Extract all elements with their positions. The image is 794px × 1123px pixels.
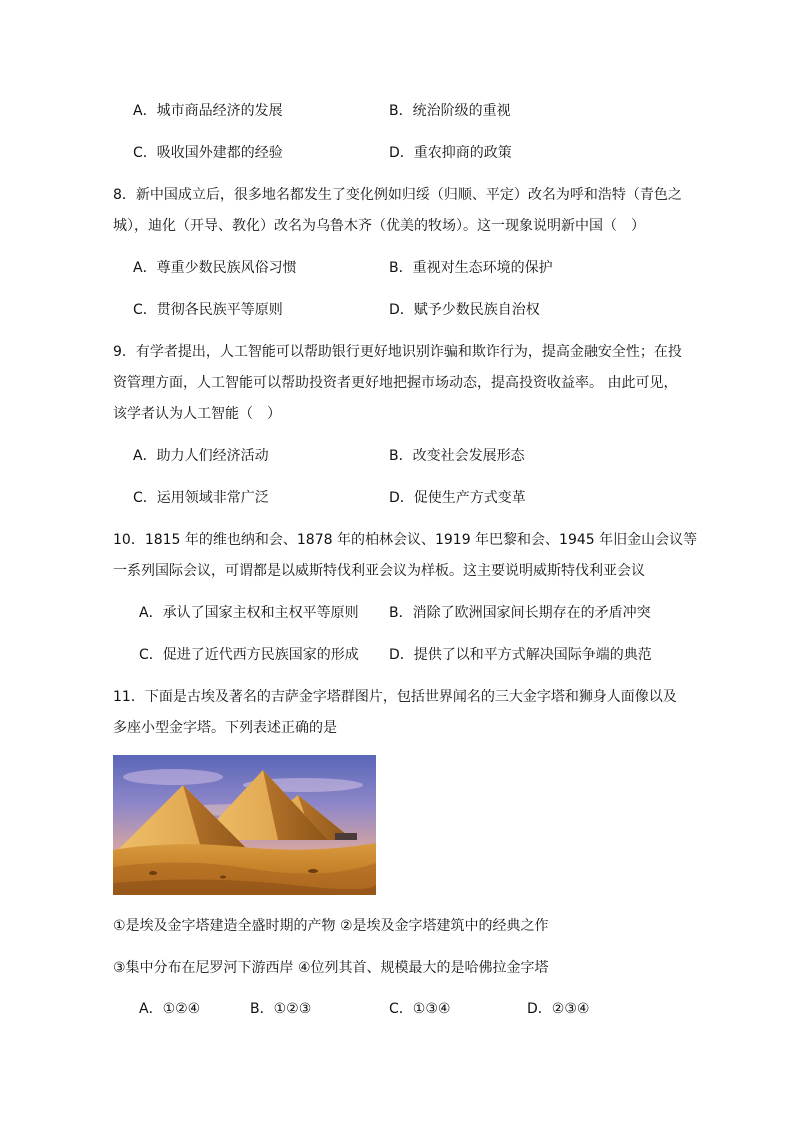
q8-option-a: A．尊重少数民族风俗习惯: [133, 260, 297, 276]
q10-option-d: D．提供了以和平方式解决国际争端的典范: [389, 647, 652, 663]
q10-stem-line-1: 10．1815 年的维也纳和会、1878 年的柏林会议、1919 年巴黎和会、1945 年旧金山会议等: [113, 532, 698, 548]
q11-option-c: C．①③④: [389, 1001, 451, 1017]
q10-option-c: C．促进了近代西方民族国家的形成: [139, 647, 359, 663]
q8-option-d: D．赋予少数民族自治权: [389, 302, 540, 318]
q10-stem-line-2: 一系列国际会议，可谓都是以威斯特伐利亚会议为样板。这主要说明威斯特伐利亚会议: [113, 563, 645, 579]
q8-option-c: C．贯彻各民族平等原则: [133, 302, 283, 318]
q9-stem-line-1: 9．有学者提出，人工智能可以帮助银行更好地识别诈骗和欺诈行为，提高金融安全性；在投: [113, 344, 682, 360]
q9-stem-line-2: 资管理方面，人工智能可以帮助投资者更好地把握市场动态，提高投资收益率。 由此可见，: [113, 375, 678, 391]
q11-option-d: D．②③④: [527, 1001, 590, 1017]
q11-statements-line-2: ③集中分布在尼罗河下游西岸 ④位列其首、规模最大的是哈佛拉金字塔: [113, 960, 549, 976]
q11-stem-line-1: 11．下面是古埃及著名的吉萨金字塔群图片，包括世界闻名的三大金字塔和狮身人面像以及: [113, 689, 677, 705]
q9-option-d: D．促使生产方式变革: [389, 490, 526, 506]
q7-option-c: C．吸收国外建都的经验: [133, 145, 283, 161]
q9-option-b: B．改变社会发展形态: [389, 448, 525, 464]
q11-option-a: A．①②④: [139, 1001, 201, 1017]
q11-stem-line-2: 多座小型金字塔。下列表述正确的是: [113, 720, 337, 736]
q9-option-c: C．运用领域非常广泛: [133, 490, 269, 506]
q11-statements-line-1: ①是埃及金字塔建造全盛时期的产物 ②是埃及金字塔建筑中的经典之作: [113, 918, 549, 934]
q7-option-b: B．统治阶级的重视: [389, 103, 511, 119]
pyramids-photo: [113, 755, 376, 895]
q10-option-b: B．消除了欧洲国家间长期存在的矛盾冲突: [389, 605, 651, 621]
q7-option-d: D．重农抑商的政策: [389, 145, 512, 161]
q8-stem-line-1: 8．新中国成立后，很多地名都发生了变化例如归绥（归顺、平定）改名为呼和浩特（青色之: [113, 187, 682, 203]
q9-option-a: A．助力人们经济活动: [133, 448, 269, 464]
q7-option-a: A．城市商品经济的发展: [133, 103, 283, 119]
q10-option-a: A．承认了国家主权和主权平等原则: [139, 605, 359, 621]
pyramids-illustration: [113, 755, 376, 895]
q11-option-b: B．①②③: [250, 1001, 312, 1017]
q8-stem-line-2: 城），迪化（开导、教化）改名为乌鲁木齐（优美的牧场）。这一现象说明新中国（ ）: [113, 218, 645, 234]
q8-option-b: B．重视对生态环境的保护: [389, 260, 553, 276]
q9-stem-line-3: 该学者认为人工智能（ ）: [113, 406, 281, 422]
